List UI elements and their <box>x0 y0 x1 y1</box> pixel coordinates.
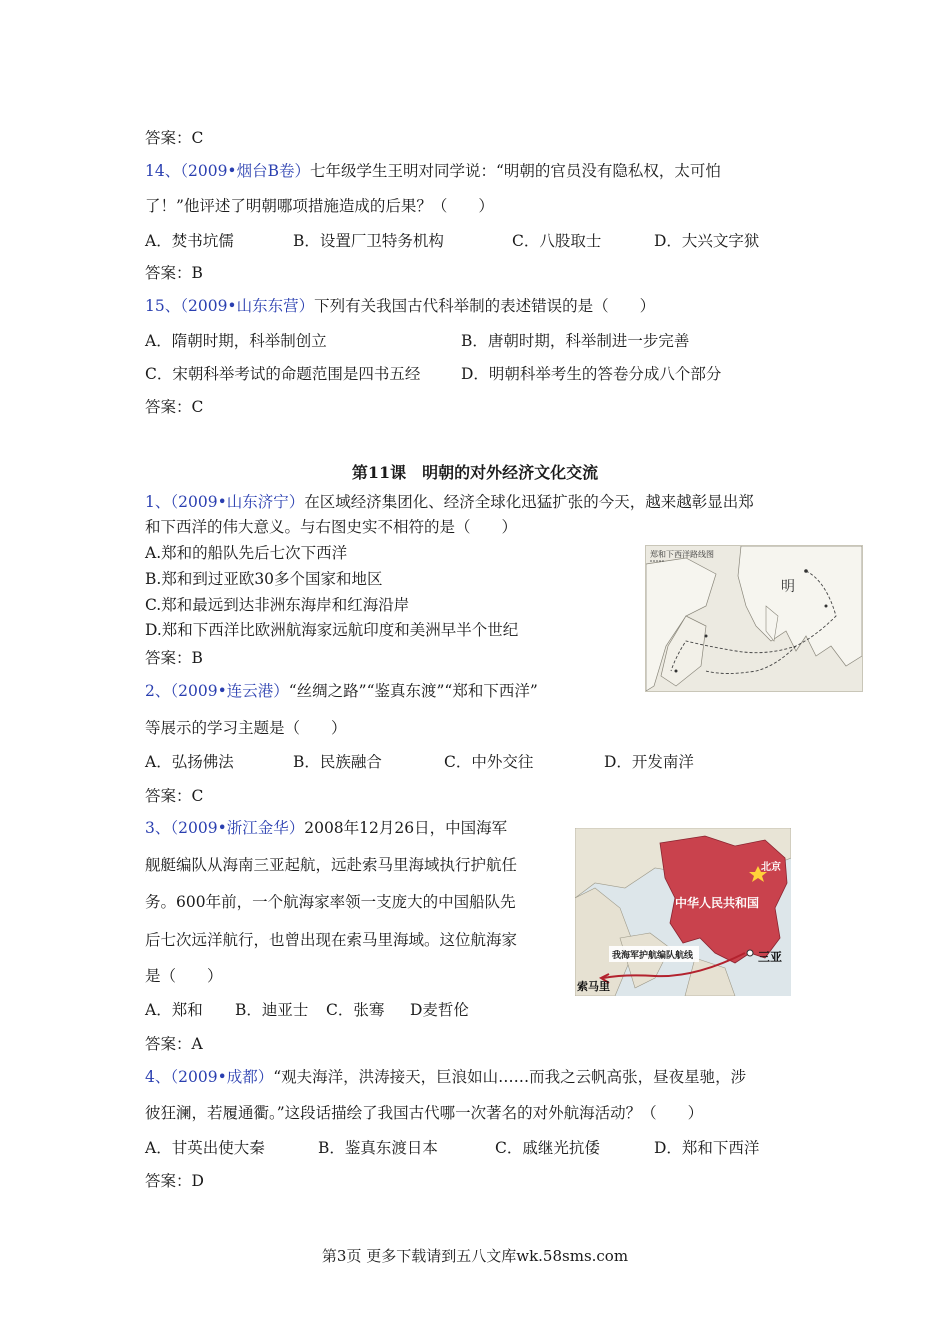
q15-stem <box>145 299 655 315</box>
l2-option-d: D．开发南洋 <box>604 753 694 771</box>
l3-stem-line5: 是（ ） <box>145 967 223 985</box>
page-footer: 第3页 更多下载请到五八文库wk.58sms.com <box>321 1247 629 1265</box>
l3-source: （2009•浙江金华） <box>170 819 305 837</box>
l1-option-d: D.郑和下西洋比欧洲航海家远航印度和美洲早半个世纪 <box>145 621 519 639</box>
l4-number: 4、 <box>145 1068 171 1086</box>
l3-number: 3、 <box>145 819 171 837</box>
escort-route-map <box>575 828 791 996</box>
map2-label-beijing: 北京 <box>761 862 781 873</box>
l1-stem-line2: 和下西洋的伟大意义。与右图史实不相符的是（ ） <box>145 518 518 536</box>
l4-option-a: A．甘英出使大秦 <box>145 1139 265 1157</box>
q14-stem-line2: 了！”他评述了明朝哪项措施造成的后果？（ ） <box>145 197 494 215</box>
l2-stem-line2: 等展示的学习主题是（ ） <box>145 719 347 737</box>
q14-number: 14、 <box>145 162 181 180</box>
l4-answer: 答案：D <box>145 1172 204 1190</box>
l3-stem-line4: 后七次远洋航行，也曾出现在索马里海域。这位航海家 <box>145 931 518 949</box>
l1-answer: 答案：B <box>145 649 203 667</box>
l1-stem-text1: 在区域经济集团化、经济全球化迅猛扩张的今天，越来越彰显出郑 <box>304 493 754 511</box>
q14-answer: 答案：B <box>145 264 203 282</box>
l2-stem-line1 <box>145 684 538 700</box>
l2-number: 2、 <box>145 682 171 700</box>
q15-stem-text: 下列有关我国古代科举制的表述错误的是（ ） <box>314 297 656 315</box>
l4-stem-line1 <box>145 1070 746 1086</box>
q15-number: 15、 <box>145 297 181 315</box>
l2-answer: 答案：C <box>145 787 204 805</box>
map2-label-route: 我海军护航编队航线 <box>612 951 694 961</box>
l3-stem-line1 <box>145 821 507 837</box>
q14-stem-text1: 七年级学生王明对同学说：“明朝的官员没有隐私权，太可怕 <box>309 162 721 180</box>
l1-option-a: A.郑和的船队先后七次下西洋 <box>145 544 348 562</box>
q13-answer: 答案：C <box>145 129 204 147</box>
q14-source: （2009•烟台B卷） <box>180 162 310 180</box>
l3-option-b: B．迪亚士 <box>235 1001 309 1019</box>
l3-stem-line2: 舰艇编队从海南三亚起航，远赴索马里海域执行护航任 <box>145 856 518 874</box>
q15-option-d: D．明朝科举考生的答卷分成八个部分 <box>461 365 722 383</box>
l1-option-b: B.郑和到过亚欧30多个国家和地区 <box>145 570 383 588</box>
map2-label-sanya: 三亚 <box>758 950 783 964</box>
l2-option-c: C．中外交往 <box>444 753 534 771</box>
q15-option-a: A．隋朝时期，科举制创立 <box>145 332 327 350</box>
l1-source: （2009•山东济宁） <box>170 493 305 511</box>
escort-map-graphic <box>575 828 791 996</box>
l4-option-b: B．鉴真东渡日本 <box>318 1139 438 1157</box>
l3-option-a: A．郑和 <box>145 1001 203 1019</box>
q14-option-b: B．设置厂卫特务机构 <box>293 232 444 250</box>
q14-option-d: D．大兴文字狱 <box>654 232 760 250</box>
l1-stem-line1 <box>145 495 754 511</box>
map2-label-prc: 中华人民共和国 <box>675 896 760 910</box>
map1-title: 郑和下西洋路线图 <box>650 550 714 559</box>
l3-option-d: D麦哲伦 <box>410 1001 469 1019</box>
l3-option-c: C．张骞 <box>326 1001 385 1019</box>
l4-source: （2009•成都） <box>170 1068 274 1086</box>
zheng-he-route-map <box>645 545 863 692</box>
l3-stem-text1: 2008年12月26日，中国海军 <box>304 819 508 837</box>
l4-stem-text1: “观夫海洋，洪涛接天，巨浪如山……而我之云帆高张，昼夜星驰，涉 <box>273 1068 747 1086</box>
l4-stem-line2: 彼狂澜，若履通衢。”这段话描绘了我国古代哪一次著名的对外航海活动？（ ） <box>145 1104 704 1122</box>
l2-option-b: B．民族融合 <box>293 753 382 771</box>
l2-option-a: A．弘扬佛法 <box>145 753 234 771</box>
map1-label-ming: 明 <box>781 579 795 595</box>
l2-stem-text1: “丝绸之路”“鉴真东渡”“郑和下西洋” <box>288 682 538 700</box>
q15-source: （2009•山东东营） <box>180 297 315 315</box>
l1-number: 1、 <box>145 493 171 511</box>
q15-option-c: C．宋朝科举考试的命题范围是四书五经 <box>145 365 421 383</box>
lesson-title: 第11课 明朝的对外经济文化交流 <box>351 463 599 482</box>
l3-stem-line3: 务。600年前，一个航海家率领一支庞大的中国船队先 <box>145 893 516 911</box>
q15-answer: 答案：C <box>145 398 204 416</box>
l4-option-c: C．戚继光抗倭 <box>495 1139 600 1157</box>
q14-option-c: C．八股取士 <box>512 232 602 250</box>
l1-option-c: C.郑和最远到达非洲东海岸和红海沿岸 <box>145 596 410 614</box>
zheng-he-map-graphic <box>646 546 862 691</box>
map2-label-somalia: 索马里 <box>577 980 610 993</box>
q15-option-b: B．唐朝时期，科举制进一步完善 <box>461 332 690 350</box>
l3-answer: 答案：A <box>145 1035 203 1053</box>
q14-stem-line1 <box>145 164 721 180</box>
l2-source: （2009•连云港） <box>170 682 289 700</box>
q14-option-a: A．焚书坑儒 <box>145 232 234 250</box>
l4-option-d: D．郑和下西洋 <box>654 1139 760 1157</box>
